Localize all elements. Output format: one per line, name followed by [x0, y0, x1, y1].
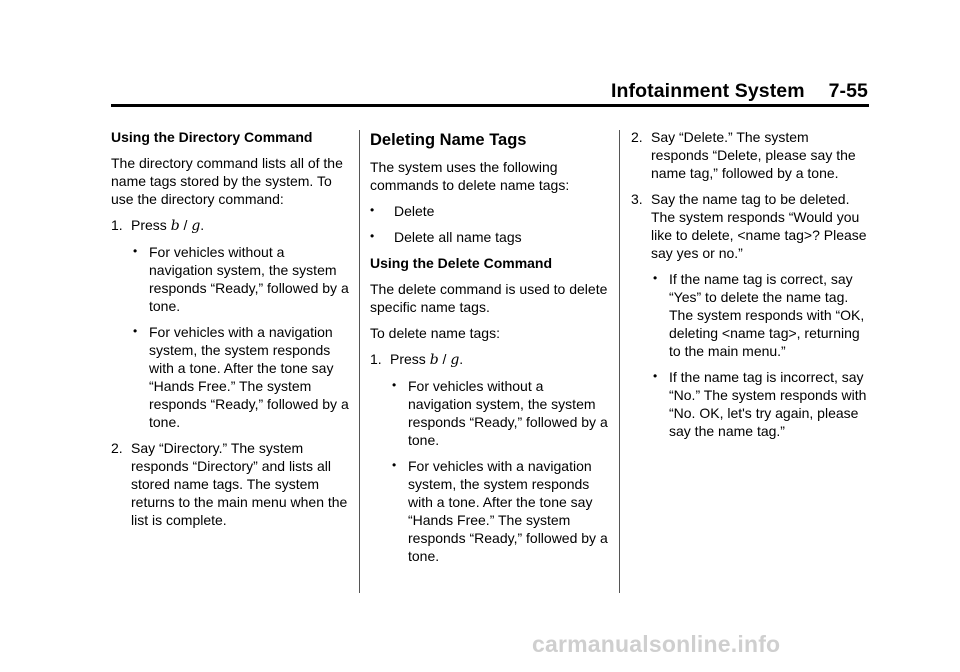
bullet-icon: •	[392, 378, 397, 392]
column-1	[111, 128, 351, 529]
period-text: .	[459, 351, 464, 367]
column-3	[631, 128, 869, 440]
delete-subheading: Using the Delete Command	[370, 255, 553, 271]
step-text: Say the name tag to be deleted. The system responds “Would you like to delete, <name tag>? Please say yes or no.”	[651, 191, 867, 261]
bullet-icon: •	[370, 229, 375, 243]
talk-icon: b	[429, 352, 439, 368]
step-text: Press	[131, 217, 167, 233]
command-item	[370, 202, 610, 220]
header-rule	[111, 104, 869, 107]
section-title: Infotainment System	[611, 80, 805, 102]
delete-description: The delete command is used to delete specific name tags.	[370, 281, 608, 315]
directory-bullet-nav	[111, 323, 351, 431]
delete-bullet-correct	[631, 270, 869, 360]
bullet-text: If the name tag is correct, say “Yes” to delete the name tag. The system responds with “OK, deleting <name tag>, returning to the main menu.”	[669, 271, 865, 359]
step-number: 2.	[111, 440, 123, 456]
bullet-icon: •	[653, 369, 658, 383]
directory-step-2	[111, 439, 351, 529]
delete-step-1	[370, 350, 610, 369]
directory-bullet-no-nav	[111, 243, 351, 315]
delete-bullet-nav	[370, 457, 610, 565]
bullet-text: For vehicles with a navigation system, the system responds with a tone. After the tone say “Hands Free.” The system responds “Ready,” followed by a tone.	[149, 324, 349, 430]
directory-step-1	[111, 216, 351, 235]
period-text: .	[200, 217, 205, 233]
bullet-icon: •	[653, 271, 658, 285]
step-text: Press	[390, 351, 426, 367]
delete-bullet-incorrect	[631, 368, 869, 440]
page-number: 7-55	[828, 80, 868, 102]
column-divider-2	[619, 130, 620, 593]
bullet-icon: •	[370, 203, 375, 217]
column-2	[370, 128, 610, 565]
delete-bullet-no-nav	[370, 377, 610, 449]
command-item	[370, 228, 610, 246]
watermark: carmanualsonline.info	[532, 631, 781, 657]
step-number: 1.	[111, 217, 123, 233]
step-text: Say “Directory.” The system responds “Directory” and lists all stored name tags. The system returns to the main menu when the list is complete.	[131, 440, 348, 528]
bullet-icon: •	[392, 458, 397, 472]
phone-icon: g	[450, 352, 460, 368]
column-divider-1	[359, 130, 360, 593]
directory-intro: The directory command lists all of the name tags stored by the system. To use the directory command:	[111, 155, 343, 207]
bullet-icon: •	[133, 244, 138, 258]
talk-icon: b	[170, 218, 180, 234]
delete-step-3	[631, 190, 869, 262]
command-text: Delete	[394, 203, 435, 219]
delete-step-2	[631, 128, 869, 182]
slash-text: /	[183, 217, 188, 233]
directory-heading: Using the Directory Command	[111, 129, 313, 145]
bullet-icon: •	[133, 324, 138, 338]
delete-lead: To delete name tags:	[370, 325, 500, 341]
step-number: 3.	[631, 191, 643, 207]
section-heading: Deleting Name Tags	[370, 131, 527, 149]
bullet-text: For vehicles without a navigation system, the system responds “Ready,” followed by a tone.	[149, 244, 349, 314]
step-number: 1.	[370, 351, 382, 367]
phone-icon: g	[191, 218, 201, 234]
delete-intro: The system uses the following commands to delete name tags:	[370, 159, 570, 193]
step-text: Say “Delete.” The system responds “Delete, please say the name tag,” followed by a tone.	[651, 129, 856, 181]
slash-text: /	[442, 351, 447, 367]
bullet-text: For vehicles without a navigation system, the system responds “Ready,” followed by a tone.	[408, 378, 608, 448]
bullet-text: For vehicles with a navigation system, the system responds with a tone. After the tone say “Hands Free.” The system responds “Ready,” followed by a tone.	[408, 458, 608, 564]
step-number: 2.	[631, 129, 643, 145]
command-text: Delete all name tags	[394, 229, 522, 245]
bullet-text: If the name tag is incorrect, say “No.” The system responds with “No. OK, let's try again, please say the name tag.”	[669, 369, 867, 439]
